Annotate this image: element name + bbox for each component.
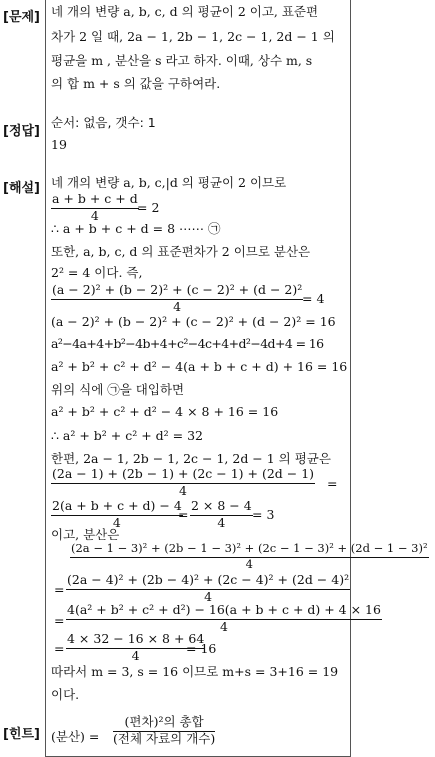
solution-line-6: a²−4a+4+b²−4b+4+c²−4c+4+d²−4d+4 = 16 (51, 336, 324, 351)
numeric-mean-fraction (190, 500, 253, 529)
variance-step-2-fraction (66, 574, 350, 603)
equation-equals: = (54, 613, 65, 628)
equation-equals: = (54, 641, 65, 656)
solution-line-12: 이고, 분산은 (51, 527, 120, 542)
fraction-numerator: 2 × 8 − 4 (191, 498, 252, 513)
fraction-numerator: 4(a² + b² + c² + d²) − 16(a + b + c + d) + 4 × 16 (67, 602, 381, 617)
problem-label: [문제] (3, 10, 40, 25)
solution-line-13: 따라서 m = 3, s = 16 이므로 m+s = 3+16 = 19 (51, 664, 339, 679)
answer-value: 19 (51, 137, 67, 152)
hint-fraction (113, 716, 215, 745)
equation-rhs: = 3 (252, 507, 275, 522)
solution-line-14: 이다. (51, 687, 80, 702)
fraction-numerator: (2a − 4)² + (2b − 4)² + (2c − 4)² + (2d − 4)² (67, 572, 350, 587)
fraction-denominator: 4 (204, 588, 213, 604)
fraction-numerator: a + b + c + d (52, 191, 138, 206)
variance-fraction (51, 284, 303, 313)
fraction-numerator: 2(a + b + c + d) − 4 (52, 498, 182, 513)
solution-line-7: a² + b² + c² + d² − 4(a + b + c + d) + 16 = 16 (51, 359, 348, 374)
transformed-mean-fraction (51, 468, 315, 497)
fraction-denominator: (전체 자료의 개수) (113, 730, 216, 746)
equation-equals: = (327, 476, 338, 491)
problem-line-2: 차가 2 일 때, 2a − 1, 2b − 1, 2c − 1, 2d − 1 의 (51, 29, 335, 44)
mean-fraction (51, 193, 139, 222)
fraction-denominator: 4 (112, 514, 121, 530)
fraction-denominator: 4 (131, 647, 140, 663)
fraction-denominator: 4 (217, 514, 226, 530)
solution-line-11: 한편, 2a − 1, 2b − 1, 2c − 1, 2d − 1 의 평균은 (51, 451, 331, 466)
solution-line-5: (a − 2)² + (b − 2)² + (c − 2)² + (d − 2)² = 16 (51, 314, 336, 329)
solution-line-3: 또한, a, b, c, d 의 표준편차가 2 이므로 분산은 (51, 244, 311, 259)
fraction-numerator: (a − 2)² + (b − 2)² + (c − 2)² + (d − 2)² (52, 282, 303, 297)
fraction-numerator: (편차)²의 총합 (124, 714, 204, 729)
solution-line-9: a² + b² + c² + d² − 4 × 8 + 16 = 16 (51, 404, 279, 419)
solution-line-4: 2² = 4 이다. 즉, (51, 265, 143, 280)
variance-step-3-fraction (66, 604, 382, 633)
equation-rhs: = 16 (186, 641, 217, 656)
fraction-denominator: 4 (220, 618, 228, 634)
answer-meta: 순서: 없음, 갯수: 1 (51, 115, 156, 130)
variance-step-4-fraction (66, 633, 205, 662)
solution-line-8: 위의 식에 ㉠을 대입하면 (51, 382, 185, 397)
solution-label: [해설] (3, 181, 40, 196)
fraction-numerator: 4 × 32 − 16 × 8 + 64 (67, 631, 205, 646)
fraction-denominator: 4 (173, 298, 182, 314)
frame-right-border (350, 0, 351, 757)
hint-lhs: (분산) = (51, 729, 100, 744)
problem-line-1: 네 개의 변량 a, b, c, d 의 평균이 2 이고, 표준편 (51, 4, 319, 19)
solution-line-1: 네 개의 변량 a, b, c,|d 의 평균이 2 이므로 (51, 175, 287, 190)
equation-rhs: = 2 (137, 200, 160, 215)
frame-left-border (45, 0, 46, 757)
answer-label: [정답] (3, 124, 40, 139)
fraction-denominator: 4 (90, 207, 99, 223)
equation-rhs: = 4 (302, 291, 325, 306)
fraction-denominator: 4 (245, 556, 253, 571)
hint-label: [힌트] (3, 727, 40, 742)
problem-line-3: 평균을 m , 분산을 s 라고 하자. 이때, 상수 m, s (51, 53, 313, 68)
problem-line-4: 의 합 m + s 의 값을 구하여라. (51, 76, 221, 91)
solution-line-10: ∴ a² + b² + c² + d² = 32 (51, 428, 204, 443)
fraction-denominator: 4 (179, 482, 187, 498)
variance-step-1-fraction (70, 543, 429, 570)
solution-line-2: ∴ a + b + c + d = 8 ⋯⋯ ㉠ (51, 221, 221, 236)
equation-equals: = (178, 507, 189, 522)
simplified-mean-fraction (51, 500, 183, 529)
fraction-numerator: (2a − 1 − 3)² + (2b − 1 − 3)² + (2c − 1 − 3)² + (2d − 1 − 3)² (71, 541, 428, 555)
equation-equals: = (54, 582, 65, 597)
fraction-numerator: (2a − 1) + (2b − 1) + (2c − 1) + (2d − 1) (52, 466, 315, 481)
